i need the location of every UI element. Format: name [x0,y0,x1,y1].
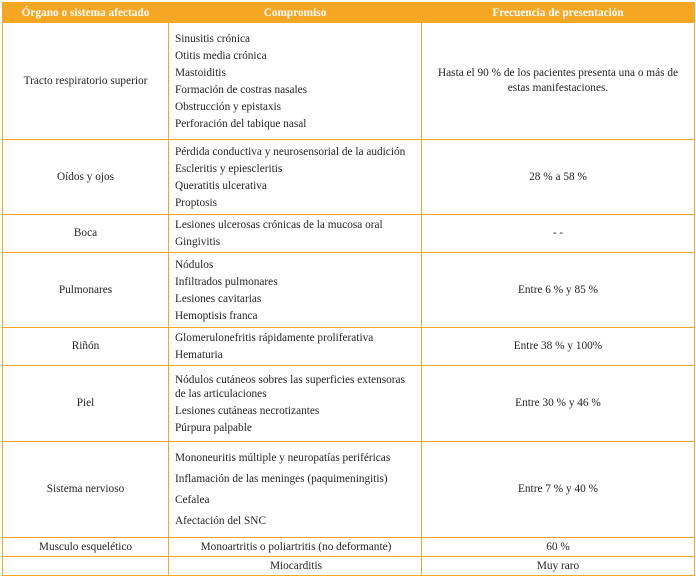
compromise-item: Gingivitis [175,236,221,248]
compromise-cell [169,140,422,215]
compromise-item: Lesiones ulcerosas crónicas de la mucosa oral [175,219,383,231]
organ-cell: Riñón [3,328,169,366]
compromise-item: Proptosis [175,196,218,209]
compromise-cell [169,538,422,557]
table-row [3,538,695,557]
compromise-item: Sinusitis crónica [175,32,250,45]
organ-cell: Pulmonares [3,253,169,328]
frequency-cell: Entre 6 % y 85 % [422,253,695,328]
compromise-item: Afectación del SNC [175,515,266,527]
compromise-item: Lesiones cavitarias [175,292,262,305]
table-row [3,23,695,140]
frequency-cell: Entre 30 % y 46 % [422,366,695,442]
compromise-item: Cefalea [175,494,210,506]
manifestations-table [2,2,695,576]
compromise-item: Escleritis y epiescleritis [175,162,283,175]
compromise-cell [169,23,422,140]
compromise-cell [169,366,422,442]
compromise-cell [169,253,422,328]
compromise-item: Obstrucción y epistaxis [175,100,282,113]
compromise-item: Mononeuritis múltiple y neuropatías periféricas [175,452,391,464]
table-row [3,253,695,328]
frequency-cell: 60 % [422,538,695,557]
compromise-item: Perforación del tabique nasal [175,117,307,130]
compromise-item: Monoartritis o poliartritis (no deformante) [200,541,392,553]
organ-cell: Tracto respiratorio superior [3,23,169,140]
frequency-cell: Muy raro [422,557,695,576]
organ-cell: Musculo esquelético [3,538,169,557]
compromise-item: Queratitis ulcerativa [175,179,267,192]
compromise-item: Formación de costras nasales [175,83,308,96]
header-compromise: Compromiso [169,3,422,23]
compromise-item: Lesiones cutáneas necrotizantes [175,404,320,417]
compromise-cell [169,215,422,253]
table-row [3,140,695,215]
compromise-item: Glomerulonefritis rápidamente proliferativa [175,332,374,344]
compromise-item: Otitis media crónica [175,49,267,62]
compromise-item: Infiltrados pulmonares [175,275,278,288]
frequency-cell: Entre 7 % y 40 % [422,442,695,538]
table-row [3,442,695,538]
organ-cell: Boca [3,215,169,253]
frequency-cell: Hasta el 90 % de los pacientes presenta una o más de estas manifestaciones. [422,23,695,140]
header-organ: Órgano o sistema afectado [3,3,169,23]
compromise-item: Pérdida conductiva y neurosensorial de la audición [175,145,406,158]
compromise-item: Mastoiditis [175,66,226,79]
compromise-cell [169,557,422,576]
table-body [3,23,695,576]
table-row [3,366,695,442]
compromise-item: Nódulos [175,258,214,271]
compromise-item: Miocarditis [269,560,323,572]
organ-cell [3,557,169,576]
frequency-cell: - - [422,215,695,253]
compromise-item: Hematuria [175,349,223,361]
compromise-cell [169,328,422,366]
table-row [3,328,695,366]
header-row [3,3,695,23]
table-header [3,3,695,23]
compromise-item: Púrpura palpable [175,421,252,434]
organ-cell: Sistema nervioso [3,442,169,538]
table-row [3,557,695,576]
frequency-cell: Entre 38 % y 100% [422,328,695,366]
compromise-item: Nódulos cutáneos sobres las superficies extensoras de las articulaciones [175,373,405,400]
table-row [3,215,695,253]
organ-cell: Oídos y ojos [3,140,169,215]
organ-cell: Piel [3,366,169,442]
compromise-cell [169,442,422,538]
frequency-cell: 28 % a 58 % [422,140,695,215]
manifestations-table-container [2,2,694,576]
header-frequency: Frecuencia de presentación [422,3,695,23]
compromise-item: Hemoptisis franca [175,309,258,322]
compromise-item: Inflamación de las meninges (paquimeningitis) [175,473,388,485]
